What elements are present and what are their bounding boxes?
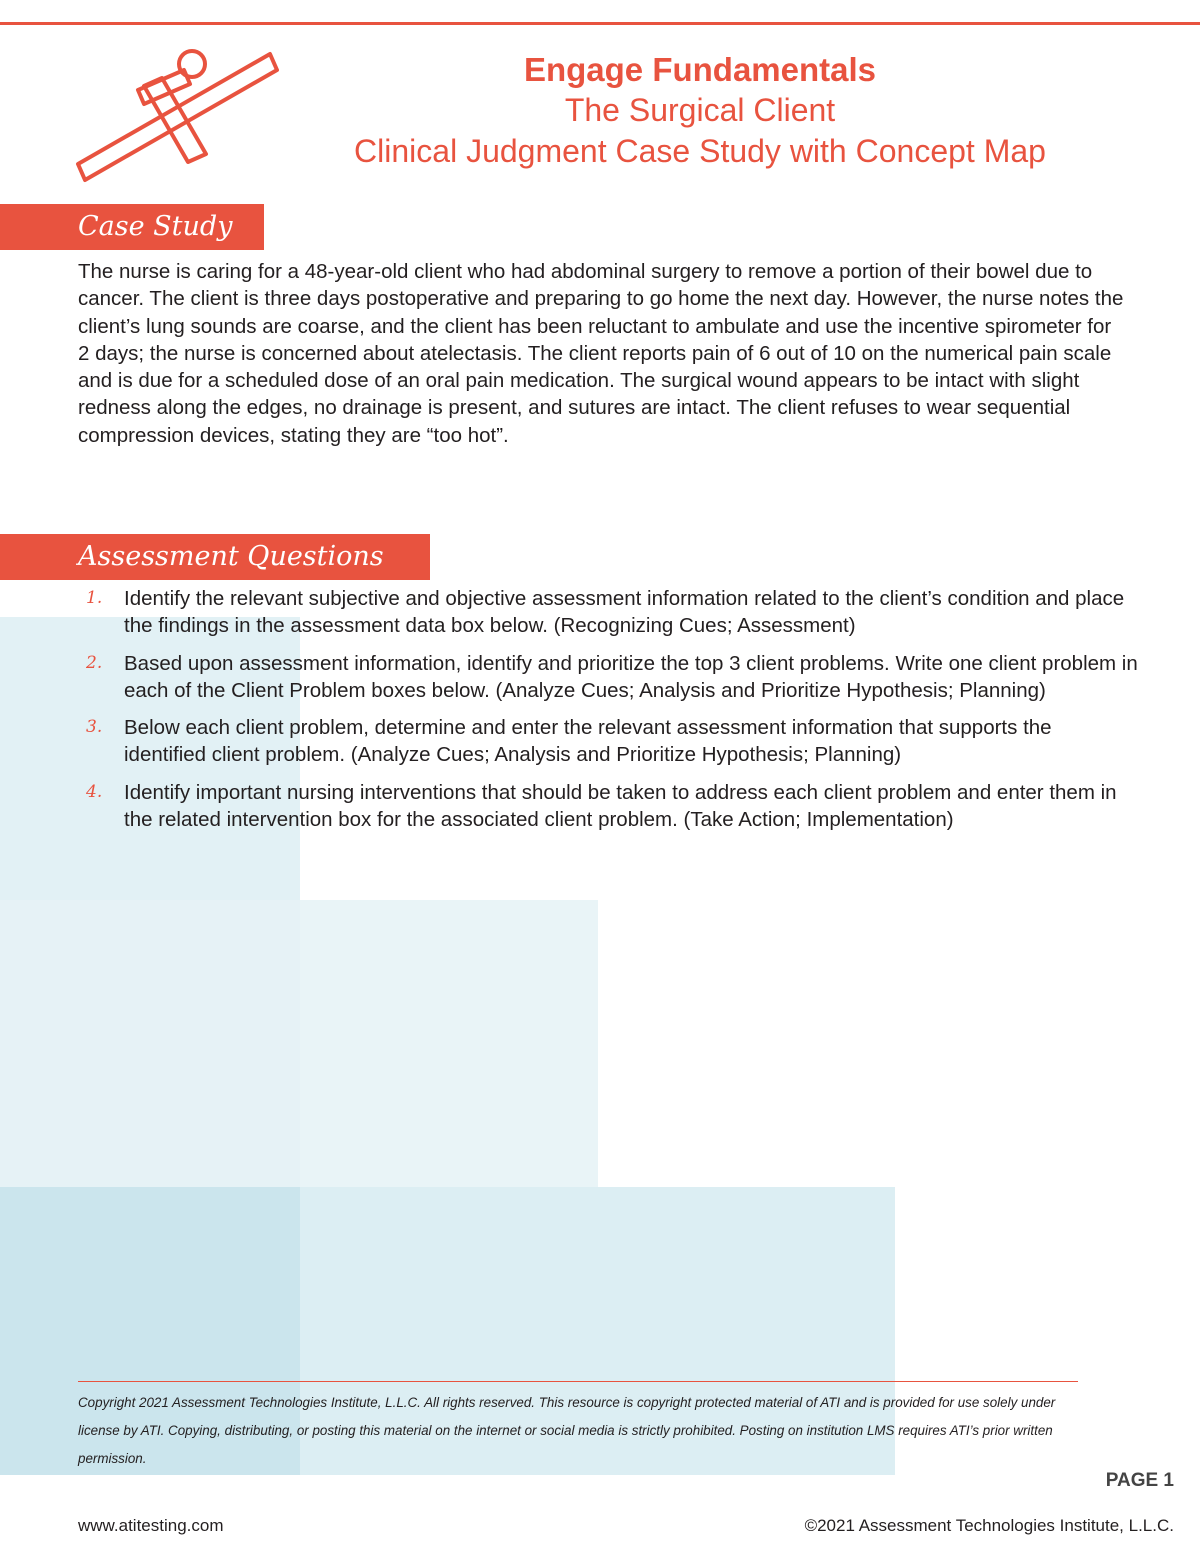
document-title: Engage Fundamentals [523,51,877,88]
case-study-heading: Case Study [0,204,264,250]
engage-figure-logo-icon [74,46,279,186]
case-study-text: The nurse is caring for a 48-year-old client who had abdominal surgery to remove a portion of their bowel due to cancer. The client is three days postoperative and preparing to go home the next day. However, the nurse notes the client’s lung sounds are coarse, and the client has been reluctant to ambulate and use the incentive spirometer for 2 days; the nurse is concerned about atelectasis. The client reports pain of 6 out of 10 on the numerical pain scale and is due for a scheduled dose of an oral pain medication. The surgical wound appears to be intact with slight redness along the edges, no drainage is present, and sutures are intact. The client refuses to wear sequential compression devices, stating they are “too hot”. [78,260,1124,447]
document-subtitle-2: Clinical Judgment Case Study with Concept Map [354,133,1046,169]
footer-rule [78,1381,1078,1382]
question-item [78,714,1138,769]
question-item [78,650,1138,705]
assessment-questions-list [78,585,1138,843]
header-titles [280,50,1120,172]
question-number: 3. [86,717,103,738]
copyright-notice: Copyright 2021 Assessment Technologies Institute, L.L.C. All rights reserved. This resource is copyright protected material of ATI and is provided for use solely under license by ATI. Copying, distributing, or posting this material on the internet or social media is strictly prohibited. Posting on institution LMS requires ATI’s prior written permission. [78,1395,1056,1466]
question-item [78,585,1138,640]
question-number: 1. [86,588,103,608]
footer-copyright: ©2021 Assessment Technologies Institute, L.L.C. [804,1516,1174,1535]
question-number: 4. [86,781,103,802]
website-link[interactable]: www.atitesting.com [78,1516,224,1535]
question-text: Below each client problem, determine and enter the relevant assessment information that supports the identified client problem. (Analyze Cues; Analysis and Prioritize Hypothesis; Planning) [124,716,1052,767]
top-rule [0,22,1200,25]
question-text: Identify the relevant subjective and objective assessment information related to the client’s condition and place the findings in the assessment data box below. (Recognizing Cues; Assessment) [124,587,1125,638]
assessment-questions-heading: Assessment Questions [0,534,430,580]
question-text: Identify important nursing interventions that should be taken to address each client problem and enter them in the related intervention box for the associated client problem. (Take Action; Implementation) [124,780,1117,832]
document-subtitle: The Surgical Client [564,92,836,128]
question-text: Based upon assessment information, identify and prioritize the top 3 client problems. Write one client problem in each of the Client Problem boxes below. (Analyze Cues; Analysis and Prioritize Hypothesis; Planning) [124,651,1138,702]
page-number: PAGE 1 [1105,1470,1174,1491]
question-number: 2. [86,652,103,673]
question-item [78,779,1138,834]
background-block [300,900,598,1187]
